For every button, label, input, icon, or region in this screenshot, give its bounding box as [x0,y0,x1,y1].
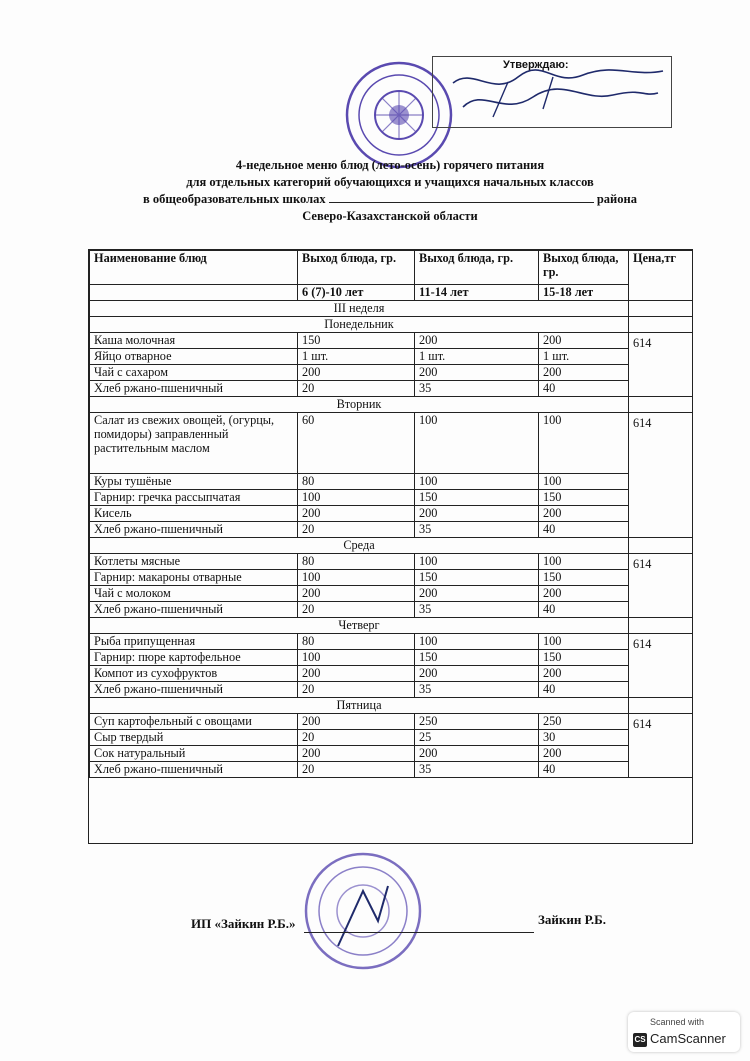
portion-age2: 200 [415,746,539,762]
portion-age1: 20 [298,762,415,778]
table-row [90,413,693,474]
portion-age3: 150 [539,490,629,506]
portion-age1: 100 [298,650,415,666]
dish-name: Хлеб ржано-пшеничный [90,602,298,618]
portion-age3: 200 [539,365,629,381]
ip-name-left: ИП «Зайкин Р.Б.» [191,916,296,931]
table-row [90,474,693,490]
dish-name: Чай с сахаром [90,365,298,381]
col-header-out2: Выход блюда, гр. [415,251,539,285]
table-row [90,506,693,522]
dish-name: Гарнир: пюре картофельное [90,650,298,666]
week-label: III неделя [90,301,629,317]
menu-table [89,250,693,778]
day-name: Четверг [90,618,629,634]
day-price-empty [629,317,693,333]
portion-age1: 200 [298,746,415,762]
header-schools-prefix: в общеобразовательных школах [143,192,326,206]
portion-age3: 40 [539,522,629,538]
day-price-empty [629,618,693,634]
portion-age1: 60 [298,413,415,474]
dish-name: Хлеб ржано-пшеничный [90,522,298,538]
table-row [90,381,693,397]
dish-name: Яйцо отварное [90,349,298,365]
portion-age1: 200 [298,365,415,381]
header-schools-line [120,191,660,208]
day-price: 614 [629,333,693,397]
table-row [90,730,693,746]
age-header-3: 15-18 лет [539,285,629,301]
portion-age3: 200 [539,586,629,602]
portion-age3: 200 [539,506,629,522]
portion-age1: 20 [298,522,415,538]
day-price: 614 [629,634,693,698]
dish-name: Хлеб ржано-пшеничный [90,762,298,778]
ip-name-right: Зайкин Р.Б. [538,912,606,927]
day-name: Вторник [90,397,629,413]
table-row [90,490,693,506]
day-name: Понедельник [90,317,629,333]
table-row [90,682,693,698]
portion-age2: 35 [415,602,539,618]
ip-seal-stamp [303,851,423,971]
day-price: 614 [629,554,693,618]
portion-age3: 100 [539,634,629,650]
portion-age2: 150 [415,650,539,666]
dish-name: Суп картофельный с овощами [90,714,298,730]
portion-age3: 100 [539,474,629,490]
table-row [90,349,693,365]
age-header-1: 6 (7)-10 лет [298,285,415,301]
portion-age3: 30 [539,730,629,746]
table-row [90,746,693,762]
portion-age2: 200 [415,333,539,349]
day-price: 614 [629,413,693,538]
portion-age1: 150 [298,333,415,349]
portion-age2: 200 [415,586,539,602]
portion-age3: 200 [539,666,629,682]
portion-age2: 100 [415,554,539,570]
day-row [90,618,693,634]
day-row [90,317,693,333]
col-header-out3: Выход блюда, гр. [539,251,629,285]
portion-age1: 80 [298,474,415,490]
portion-age3: 100 [539,554,629,570]
dish-name: Салат из свежих овощей, (огурцы, помидоры) заправленный растительным маслом [90,413,298,474]
day-name: Среда [90,538,629,554]
camscanner-brand-text: CamScanner [650,1031,726,1046]
age-header-empty [90,285,298,301]
portion-age1: 20 [298,682,415,698]
portion-age2: 35 [415,762,539,778]
portion-age1: 200 [298,714,415,730]
header-title: 4-недельное меню блюд (лето-осень) горячего питания [235,158,545,172]
portion-age3: 40 [539,381,629,397]
portion-age1: 100 [298,490,415,506]
header-region: Северо-Казахстанской области [302,209,478,223]
week-price-empty [629,301,693,317]
day-row [90,397,693,413]
header-schools-suffix: района [596,192,637,206]
dish-name: Сок натуральный [90,746,298,762]
dish-name: Каша молочная [90,333,298,349]
day-price-empty [629,538,693,554]
header-subtitle: для отдельных категорий обучающихся и учащихся начальных классов [186,175,594,189]
portion-age2: 1 шт. [415,349,539,365]
portion-age2: 35 [415,522,539,538]
table-row [90,554,693,570]
camscanner-badge [628,1012,740,1052]
portion-age1: 200 [298,586,415,602]
table-row [90,333,693,349]
portion-age3: 40 [539,682,629,698]
day-price-empty [629,397,693,413]
col-header-price: Цена,тг [629,251,693,301]
table-row [90,570,693,586]
portion-age3: 150 [539,570,629,586]
camscanner-logo-icon: CS [633,1033,647,1047]
portion-age2: 25 [415,730,539,746]
portion-age2: 200 [415,365,539,381]
table-row [90,602,693,618]
portion-age1: 200 [298,506,415,522]
portion-age2: 200 [415,506,539,522]
portion-age1: 20 [298,381,415,397]
table-row [90,666,693,682]
table-header-row [90,251,693,285]
portion-age3: 150 [539,650,629,666]
col-header-out1: Выход блюда, гр. [298,251,415,285]
dish-name: Рыба припущенная [90,634,298,650]
col-header-name: Наименование блюд [90,251,298,285]
portion-age2: 150 [415,490,539,506]
table-row [90,586,693,602]
menu-table-frame [88,249,693,844]
day-price-empty [629,698,693,714]
dish-name: Хлеб ржано-пшеничный [90,381,298,397]
portion-age2: 100 [415,634,539,650]
portion-age3: 200 [539,746,629,762]
day-price: 614 [629,714,693,778]
portion-age2: 200 [415,666,539,682]
table-row [90,522,693,538]
age-header-2: 11-14 лет [415,285,539,301]
week-row [90,301,693,317]
dish-name: Куры тушёные [90,474,298,490]
portion-age1: 80 [298,634,415,650]
day-row [90,538,693,554]
portion-age1: 200 [298,666,415,682]
portion-age3: 1 шт. [539,349,629,365]
dish-name: Хлеб ржано-пшеничный [90,682,298,698]
signature-line [304,932,534,933]
document-header [120,157,660,225]
portion-age1: 100 [298,570,415,586]
portion-age2: 100 [415,413,539,474]
table-row [90,762,693,778]
approval-box [432,56,672,128]
portion-age3: 40 [539,762,629,778]
portion-age1: 20 [298,602,415,618]
dish-name: Чай с молоком [90,586,298,602]
portion-age3: 250 [539,714,629,730]
portion-age1: 80 [298,554,415,570]
portion-age2: 35 [415,381,539,397]
dish-name: Гарнир: гречка рассыпчатая [90,490,298,506]
header-blank-line [329,191,594,203]
portion-age1: 20 [298,730,415,746]
day-row [90,698,693,714]
scanned-with-text: Scanned with [650,1017,705,1027]
table-row [90,634,693,650]
dish-name: Гарнир: макароны отварные [90,570,298,586]
portion-age2: 35 [415,682,539,698]
portion-age3: 200 [539,333,629,349]
dish-name: Котлеты мясные [90,554,298,570]
age-header-row [90,285,693,301]
handwritten-signature [433,57,671,127]
portion-age2: 250 [415,714,539,730]
portion-age2: 150 [415,570,539,586]
dish-name: Кисель [90,506,298,522]
approval-label: Утверждаю: [503,59,569,71]
portion-age3: 40 [539,602,629,618]
day-name: Пятница [90,698,629,714]
table-row [90,714,693,730]
portion-age2: 100 [415,474,539,490]
portion-age3: 100 [539,413,629,474]
table-row [90,650,693,666]
table-row [90,365,693,381]
portion-age1: 1 шт. [298,349,415,365]
dish-name: Компот из сухофруктов [90,666,298,682]
dish-name: Сыр твердый [90,730,298,746]
